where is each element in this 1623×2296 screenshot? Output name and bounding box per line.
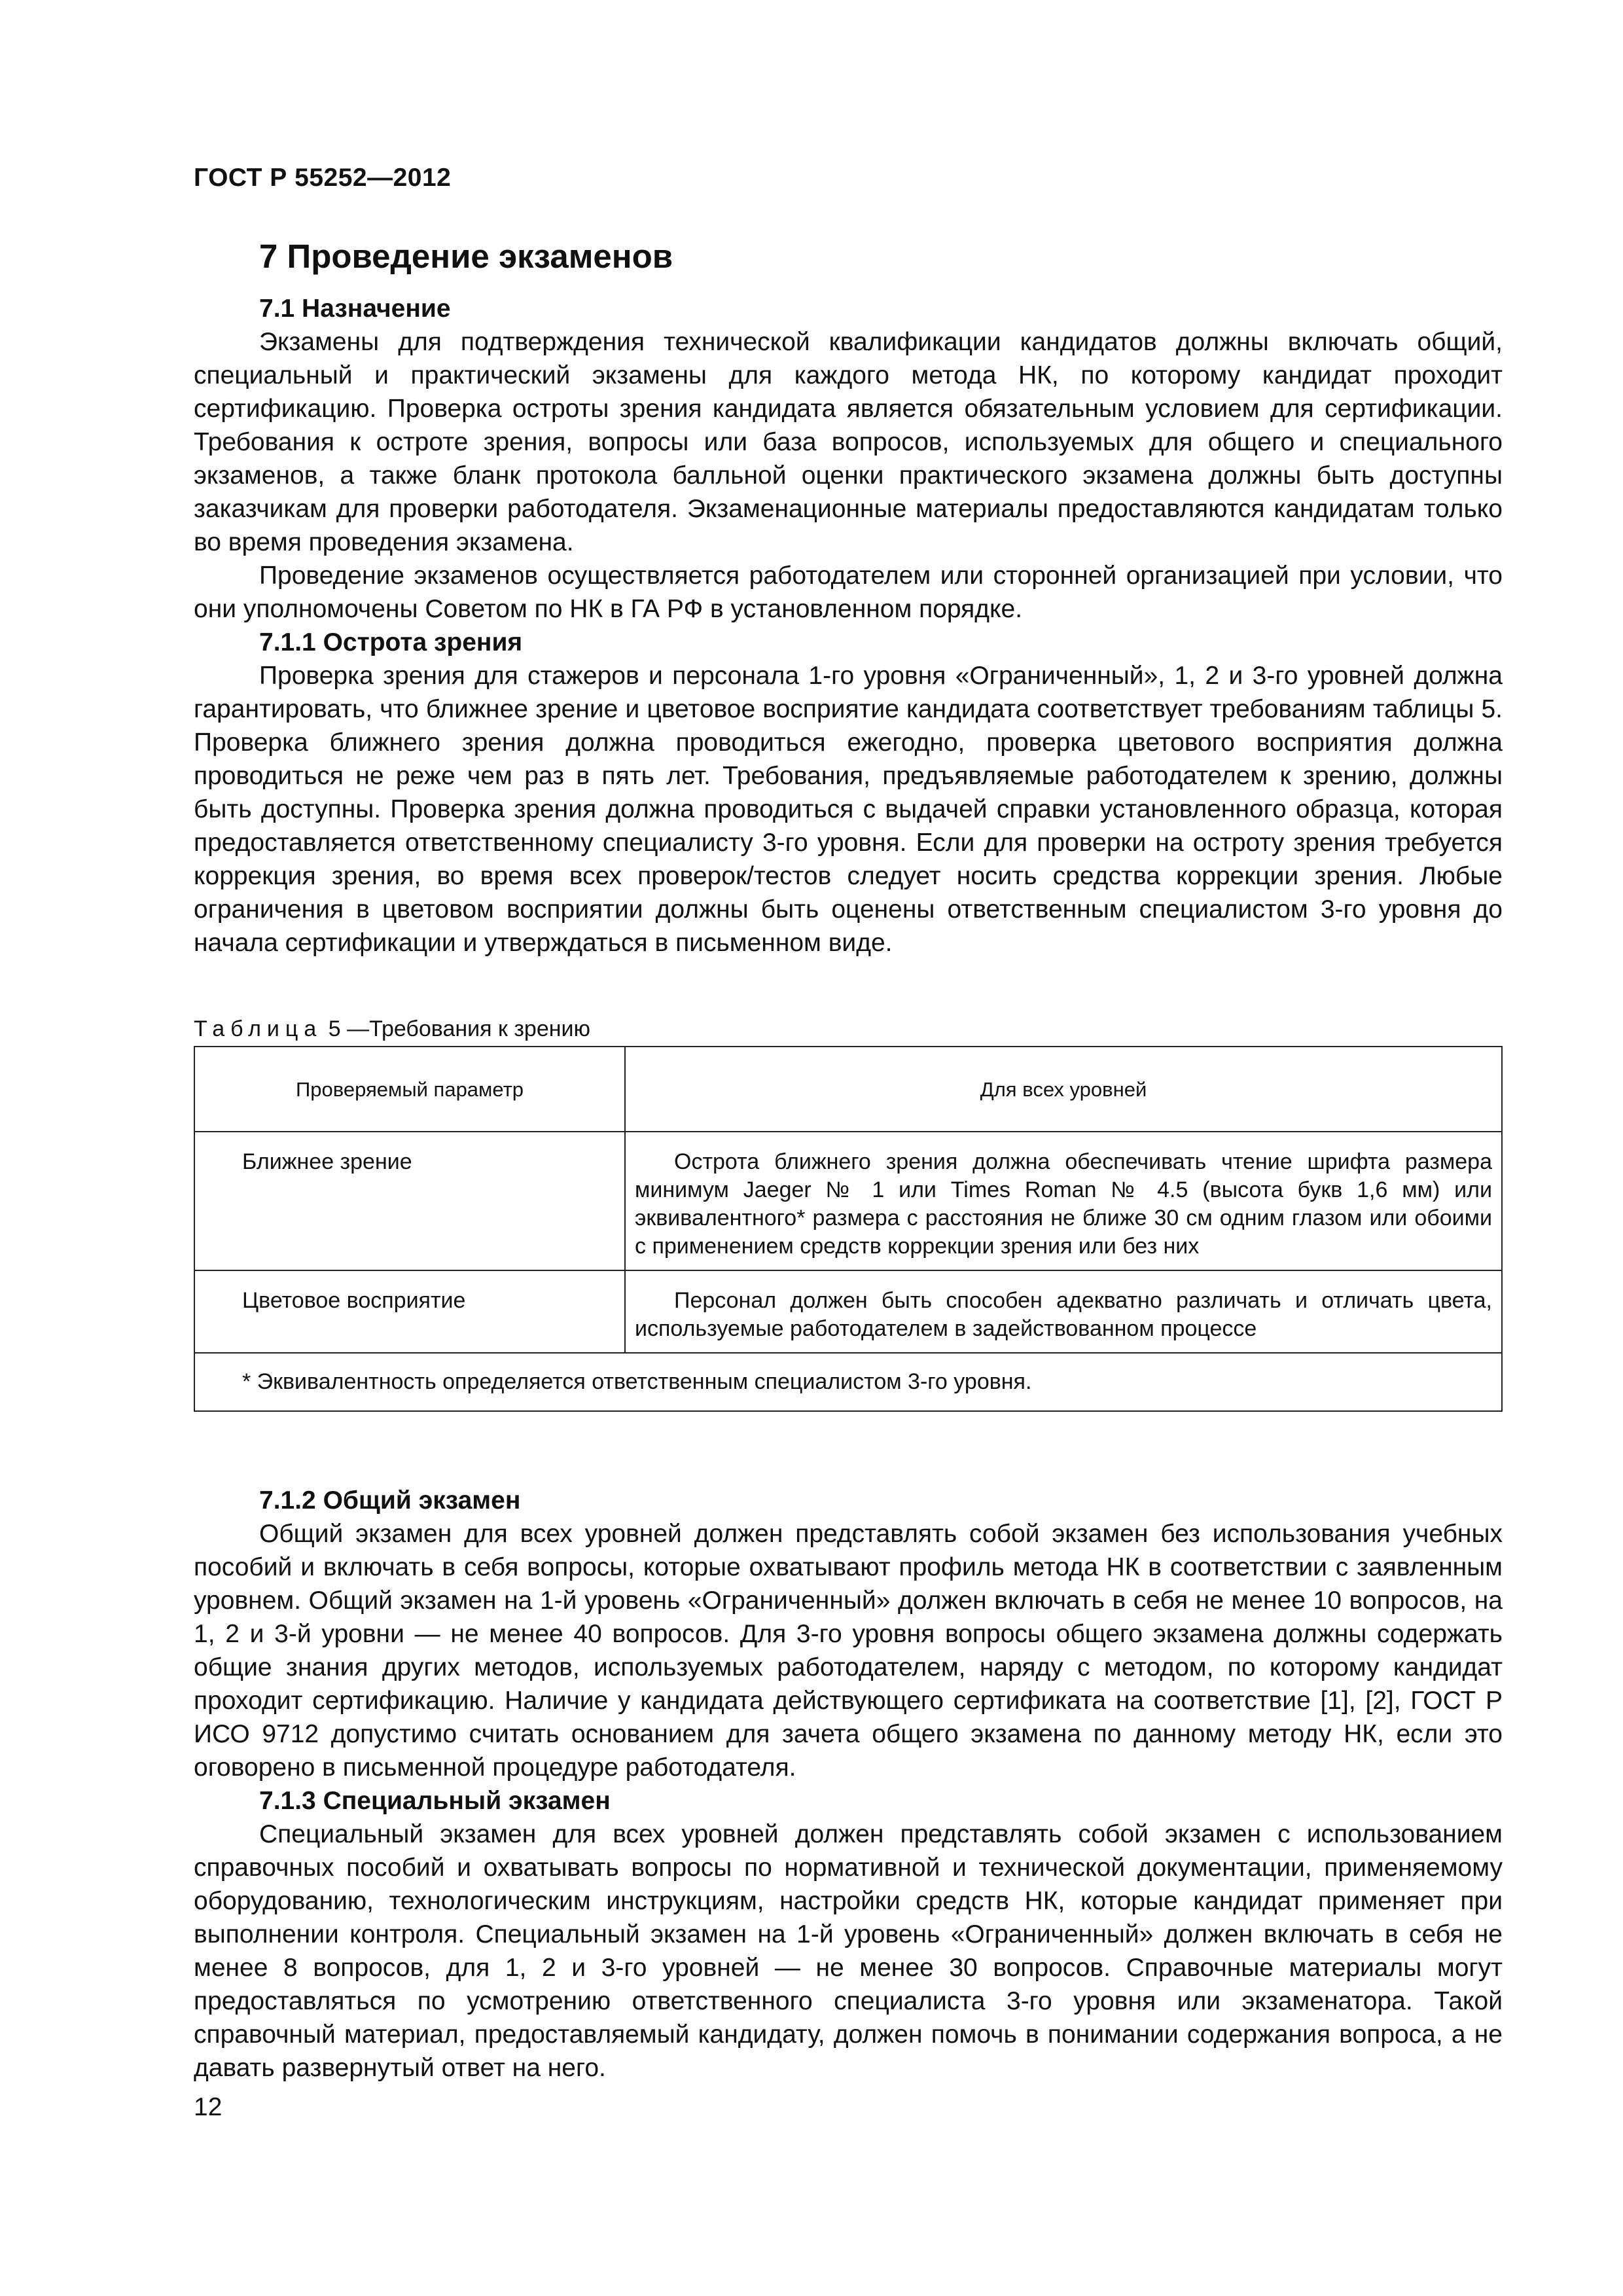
table-footnote-row xyxy=(194,1353,1502,1411)
table-header-param: Проверяемый параметр xyxy=(194,1047,625,1132)
subsection-title-7-1-3: 7.1.3 Специальный экзамен xyxy=(259,1787,611,1815)
table-cell-desc xyxy=(625,1132,1502,1270)
subsection-title-7-1: 7.1 Назначение xyxy=(259,295,451,323)
table-cell-desc-text: Персонал должен быть способен адекватно различать и отличать цвета, используемые работодателем в задействованном процессе xyxy=(635,1288,1492,1341)
table-header-row xyxy=(194,1047,1502,1132)
table-footnote: * Эквивалентность определяется ответственным специалистом 3-го уровня. xyxy=(194,1353,1502,1411)
paragraph-7-1-3-text: Специальный экзамен для всех уровней должен представлять собой экзамен с использованием справочных пособий и охватывать вопросы по нормативной и технической документации, применяемому оборудованию, технологическим инструкциям, настройки средств НК, которые кандидат применяет при выполнении контроля. Специальный экзамен на 1-й уровень «Ограниченный» должен включать в себя не менее 8 вопросов, для 1, 2 и 3-го уровней — не менее 30 вопросов. Справочные материалы могут предоставляться по усмотрению ответственного специалиста 3-го уровня или экзаменатора. Такой справочный материал, предоставляемый кандидату, должен помочь в понимании содержания вопроса, а не давать развернутый ответ на него. xyxy=(194,1820,1503,2082)
subsection-title-7-1-1: 7.1.1 Острота зрения xyxy=(259,628,523,656)
page-number: 12 xyxy=(194,2093,223,2121)
table-row xyxy=(194,1132,1502,1270)
vision-requirements-table xyxy=(194,1046,1503,1412)
table-cell-desc-text: Острота ближнего зрения должна обеспечивать чтение шрифта размера минимум Jaeger № 1 или Times Roman № 4.5 (высота букв 1,6 мм) или эквивалентного* размера с расстояния не ближе 30 см одним глазом или обоими с применением средств коррекции зрения или без них xyxy=(635,1149,1492,1259)
table-header-levels: Для всех уровней xyxy=(625,1047,1502,1132)
table-caption-rest: 5 —Требования к зрению xyxy=(322,1016,591,1041)
paragraph-7-1-2-text: Общий экзамен для всех уровней должен представлять собой экзамен без использования учебных пособий и включать в себя вопросы, которые охватывают профиль метода НК в соответствии с заявленным уровнем. Общий экзамен на 1-й уровень «Ограниченный» должен включать в себя не менее 10 вопросов, на 1, 2 и 3-й уровни — не менее 40 вопросов. Для 3-го уровня вопросы общего экзамена должны содержать общие знания других методов, используемых работодателем, наряду с методом, по которому кандидат проходит сертификацию. Наличие у кандидата действующего сертификата на соответствие [1], [2], ГОСТ Р ИСО 9712 допустимо считать основанием для зачета общего экзамена по данному методу НК, если это оговорено в письменной процедуре работодателя. xyxy=(194,1520,1503,1782)
table-caption-word: Таблица xyxy=(194,1016,323,1041)
table-row xyxy=(194,1270,1502,1353)
table-cell-param: Ближнее зрение xyxy=(194,1132,625,1270)
page-content xyxy=(194,236,1503,2085)
paragraph-7-1-1: Экзамены для подтверждения технической квалификации кандидатов должны включать общий, специальный и практический экзамены для каждого метода НК, по которому кандидат проходит сертификацию. Проверка остроты зрения кандидата является обязательным условием для сертификации. Требования к остроте зрения, вопросы или база вопросов, используемых для общего и специального экзаменов, а также бланк протокола балльной оценки практического экзамена должны быть доступны заказчикам для проверки работодателя. Экзаменационные материалы предоставляются кандидатам только во время проведения экзамена. xyxy=(194,328,1503,556)
paragraph-7-1-2: Проведение экзаменов осуществляется работодателем или сторонней организацией при условии, что они уполномочены Советом по НК в ГА РФ в установленном порядке. xyxy=(194,562,1503,623)
section-title: 7 Проведение экзаменов xyxy=(259,238,673,275)
table-cell-param: Цветовое восприятие xyxy=(194,1270,625,1353)
subsection-title-7-1-2: 7.1.2 Общий экзамен xyxy=(259,1486,521,1515)
table-caption xyxy=(194,1014,1503,1043)
paragraph-7-1-1-text: Проверка зрения для стажеров и персонала 1-го уровня «Ограниченный», 1, 2 и 3-го уровней должна гарантировать, что ближнее зрение и цветовое восприятие кандидата соответствует требованиям таблицы 5. Проверка ближнего зрения должна проводиться ежегодно, проверка цветового восприятия должна проводиться не реже чем раз в пять лет. Требования, предъявляемые работодателем к зрению, должны быть доступны. Проверка зрения должна проводиться с выдачей справки установленного образца, которая предоставляется ответственному специалисту 3-го уровня. Если для проверки на остроту зрения требуется коррекция зрения, во время всех проверок/тестов следует носить средства коррекции зрения. Любые ограничения в цветовом восприятии должны быть оценены ответственным специалистом 3-го уровня до начала сертификации и утверждаться в письменном виде. xyxy=(194,662,1503,957)
table-cell-desc xyxy=(625,1270,1502,1353)
document-id-header: ГОСТ Р 55252—2012 xyxy=(194,164,452,192)
